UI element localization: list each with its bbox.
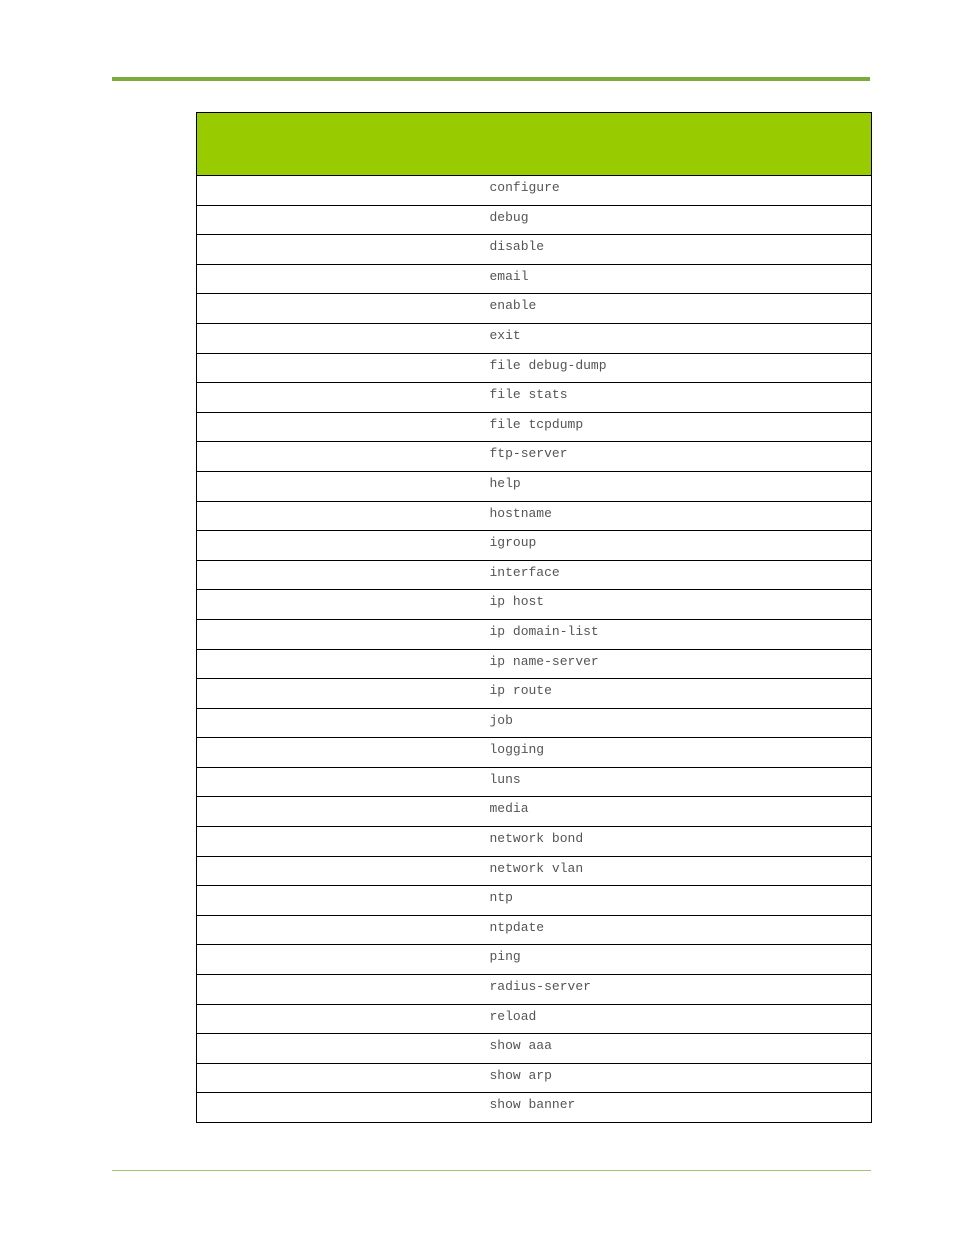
row-label-cell [197, 531, 482, 561]
row-label-cell [197, 323, 482, 353]
command-name: help [482, 471, 872, 501]
row-label-cell [197, 294, 482, 324]
table-row [197, 590, 872, 620]
command-name: radius-server [482, 975, 872, 1005]
row-label-cell [197, 176, 482, 206]
table-row [197, 176, 872, 206]
command-name: interface [482, 560, 872, 590]
command-name: file debug-dump [482, 353, 872, 383]
row-label-cell [197, 1093, 482, 1123]
row-label-cell [197, 590, 482, 620]
row-label-cell [197, 945, 482, 975]
table-row [197, 412, 872, 442]
table-body [197, 176, 872, 1123]
row-label-cell [197, 442, 482, 472]
command-name: debug [482, 205, 872, 235]
command-name: ntp [482, 886, 872, 916]
command-name: disable [482, 235, 872, 265]
table-row [197, 294, 872, 324]
row-label-cell [197, 412, 482, 442]
table-header-cell [197, 113, 482, 176]
command-name: file stats [482, 383, 872, 413]
command-name: show banner [482, 1093, 872, 1123]
command-table [196, 112, 872, 1123]
row-label-cell [197, 205, 482, 235]
row-label-cell [197, 708, 482, 738]
table-row [197, 945, 872, 975]
table-row [197, 1063, 872, 1093]
row-label-cell [197, 679, 482, 709]
table-row [197, 1093, 872, 1123]
table-row [197, 471, 872, 501]
table-row [197, 531, 872, 561]
command-name: job [482, 708, 872, 738]
command-name: logging [482, 738, 872, 768]
table-row [197, 1004, 872, 1034]
row-label-cell [197, 1063, 482, 1093]
command-name: file tcpdump [482, 412, 872, 442]
row-label-cell [197, 886, 482, 916]
table-row [197, 323, 872, 353]
row-label-cell [197, 560, 482, 590]
table-row [197, 649, 872, 679]
row-label-cell [197, 1004, 482, 1034]
row-label-cell [197, 1034, 482, 1064]
footer-rule [112, 1170, 871, 1171]
row-label-cell [197, 235, 482, 265]
row-label-cell [197, 501, 482, 531]
command-name: ip route [482, 679, 872, 709]
row-label-cell [197, 383, 482, 413]
table-row [197, 767, 872, 797]
table-row [197, 856, 872, 886]
command-name: igroup [482, 531, 872, 561]
command-name: ping [482, 945, 872, 975]
command-name: network vlan [482, 856, 872, 886]
table-row [197, 975, 872, 1005]
command-name: ip domain-list [482, 619, 872, 649]
row-label-cell [197, 471, 482, 501]
table-row [197, 383, 872, 413]
table-row [197, 501, 872, 531]
command-name: show aaa [482, 1034, 872, 1064]
table-row [197, 264, 872, 294]
command-name: network bond [482, 827, 872, 857]
table-row [197, 442, 872, 472]
header-rule [112, 77, 870, 81]
command-name: ntpdate [482, 915, 872, 945]
table-row [197, 886, 872, 916]
table-row [197, 1034, 872, 1064]
command-name: show arp [482, 1063, 872, 1093]
row-label-cell [197, 975, 482, 1005]
command-name: ip host [482, 590, 872, 620]
row-label-cell [197, 619, 482, 649]
command-name: configure [482, 176, 872, 206]
command-name: ftp-server [482, 442, 872, 472]
row-label-cell [197, 856, 482, 886]
table-row [197, 708, 872, 738]
row-label-cell [197, 915, 482, 945]
table-header-cell [482, 113, 872, 176]
row-label-cell [197, 827, 482, 857]
row-label-cell [197, 649, 482, 679]
table-row [197, 235, 872, 265]
row-label-cell [197, 264, 482, 294]
command-name: luns [482, 767, 872, 797]
row-label-cell [197, 738, 482, 768]
table-header-row [197, 113, 872, 176]
command-name: reload [482, 1004, 872, 1034]
table-row [197, 679, 872, 709]
command-name: hostname [482, 501, 872, 531]
row-label-cell [197, 797, 482, 827]
command-name: enable [482, 294, 872, 324]
command-name: media [482, 797, 872, 827]
command-name: exit [482, 323, 872, 353]
row-label-cell [197, 353, 482, 383]
command-name: email [482, 264, 872, 294]
table-row [197, 797, 872, 827]
table-row [197, 827, 872, 857]
table-row [197, 353, 872, 383]
row-label-cell [197, 767, 482, 797]
table-row [197, 915, 872, 945]
command-name: ip name-server [482, 649, 872, 679]
table-row [197, 560, 872, 590]
table-row [197, 738, 872, 768]
table-row [197, 619, 872, 649]
table-row [197, 205, 872, 235]
